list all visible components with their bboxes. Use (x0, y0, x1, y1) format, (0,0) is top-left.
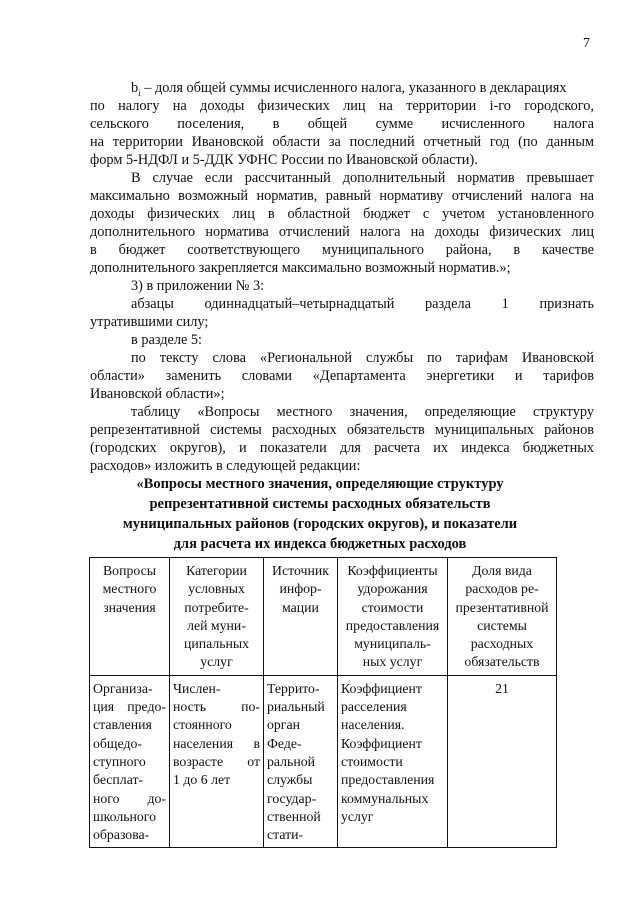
cell-category: Числен- ность по- стоянного населения в возрасте от 1 до 6 лет (170, 675, 264, 848)
body-line: на территории Ивановской области за последний отчетный год (по данным (90, 134, 594, 150)
heading-line: «Вопросы местного значения, определяющие структуру (136, 476, 504, 492)
cell-question: Организа- ция предо- ставления общедо- ступного бесплат- ного до- школьного образова- (90, 675, 170, 848)
body-line-text: – доля общей суммы исчисленного налога, указанного в декларациях (140, 80, 567, 96)
header-cell-share: Доля вида расходов ре- презентативной системы расходных обязательств (448, 558, 557, 676)
heading-line: муниципальных районов (городских округов), и показатели (122, 516, 518, 532)
body-line: утратившими силу; (90, 314, 209, 330)
body-line: в бюджет соответствующего муниципального района, в качестве (90, 242, 594, 258)
header-cell-questions: Вопросы местного значения (90, 558, 170, 676)
body-line: репрезентативной системы расходных обязательств муниципальных районов (90, 422, 594, 438)
body-line: по налогу на доходы физических лиц на территории i-го городского, (90, 98, 594, 114)
body-line: в разделе 5: (131, 332, 203, 348)
body-line: (городских округов), и показатели для расчета их индекса бюджетных (90, 440, 594, 456)
body-line: области» заменить словами «Департамента энергетики и тарифов (90, 368, 594, 384)
cell-share: 21 (448, 675, 557, 848)
body-line: сельского поселения, в общей сумме исчисленного налога (90, 116, 594, 132)
body-line: абзацы одиннадцатый–четырнадцатый раздела 1 признать (131, 296, 594, 312)
body-line: расходов» изложить в следующей редакции: (90, 458, 361, 474)
heading-line: для расчета их индекса бюджетных расходов (173, 536, 467, 552)
cell-source: Террито- риальный орган Феде- ральной службы государ- ственной стати- (264, 675, 338, 848)
page-number: 7 (583, 36, 590, 51)
body-line: Ивановской области»; (90, 386, 225, 402)
body-line: доходы физических лиц в областной бюджет с учетом установленного (90, 206, 594, 222)
body-line: по тексту слова «Региональной службы по тарифам Ивановской (131, 350, 594, 366)
body-line: форм 5-НДФЛ и 5-ДДК УФНС России по Ивановской области). (90, 152, 478, 168)
var-b-subscript: i (138, 87, 141, 98)
cell-coefficient: Коэффициент расселения населения. Коэффициент стоимости предоставления коммунальных услуг (338, 675, 448, 848)
table-header-row (90, 558, 557, 676)
body-line: максимально возможный норматив, равный нормативу отчислений налога на (90, 188, 594, 204)
var-b: b (131, 80, 139, 96)
body-line: таблицу «Вопросы местного значения, определяющие структуру (131, 404, 594, 420)
table-row (90, 675, 557, 848)
body-line: дополнительного норматива отчислений налога на доходы физических лиц (90, 224, 594, 240)
expenses-table (89, 557, 557, 848)
header-cell-coefficients: Коэффициенты удорожания стоимости предоставления муниципаль- ных услуг (338, 558, 448, 676)
body-line: 3) в приложении № 3: (131, 278, 265, 294)
header-cell-categories: Категории условных потребите- лей муни- ципальных услуг (170, 558, 264, 676)
table-heading (90, 474, 550, 554)
heading-line: репрезентативной системы расходных обязательств (149, 496, 491, 512)
body-line: В случае если рассчитанный дополнительный норматив превышает (131, 170, 594, 186)
body-line: дополнительного закрепляется максимально возможный норматив.»; (90, 260, 511, 276)
header-cell-source: Источник инфор- мации (264, 558, 338, 676)
